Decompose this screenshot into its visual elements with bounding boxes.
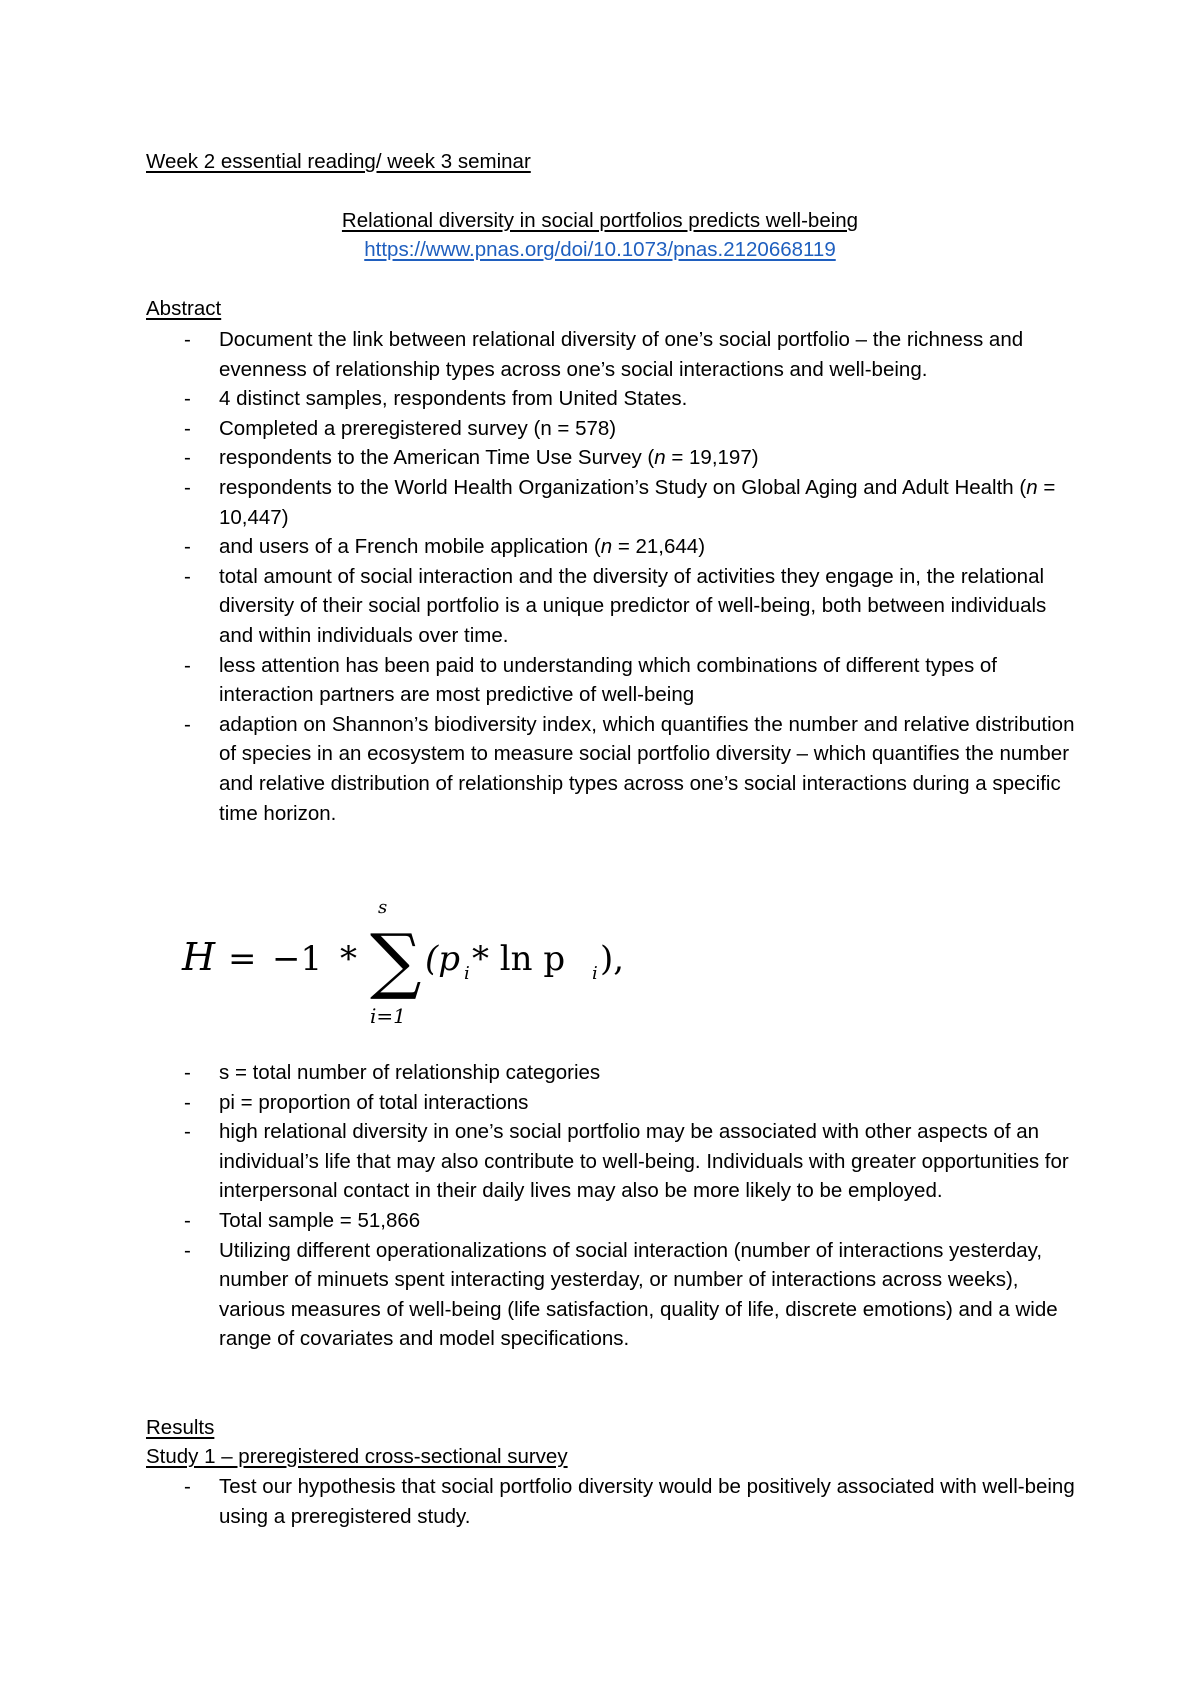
definitions-bullet-list: [146, 1058, 1086, 1354]
sigma-symbol: ∑: [370, 918, 422, 1002]
sum-upper-limit: s: [378, 897, 388, 918]
list-item: - Total sample = 51,866: [184, 1208, 421, 1232]
formula-graphic: [180, 895, 640, 1045]
list-item: - respondents to the American Time Use Survey (n = 19,197): [184, 446, 759, 470]
formula-lhs: H: [182, 935, 216, 979]
abstract-bullet-list: [146, 325, 1086, 828]
formula-subscript-1: i: [464, 963, 470, 984]
formula-negative-one: −1: [272, 939, 323, 979]
list-item: - pi = proportion of total interactions: [184, 1090, 529, 1114]
week-label: Week 2 essential reading/ week 3 seminar: [146, 150, 531, 173]
list-item: - and users of a French mobile application (n = 21,644): [184, 535, 706, 559]
list-item: - adaption on Shannon’s biodiversity index, which quantifies the number and relative distribution of species in an ecosystem to measure social portfolio diversity – which quantifies the number and relative distribution of relationship types across one’s social interactions during a specific time horizon.: [184, 712, 1075, 825]
shannon-index-formula: [180, 895, 640, 1045]
list-item: - Utilizing different operationalizations of social interaction (number of interactions yesterday, number of minuets spent interacting yesterday, or number of interactions across weeks), various measures of well-being (life satisfaction, quality of life, discrete emotions) and a wide range of covariates and model specifications.: [184, 1238, 1058, 1351]
study1-heading: Study 1 – preregistered cross-sectional survey: [146, 1445, 568, 1468]
list-item: - high relational diversity in one’s social portfolio may be associated with other aspects of an individual’s life that may also contribute to well-being. Individuals with greater opportunities for interpersonal contact in their daily lives may also be more likely to be employed.: [184, 1120, 1069, 1203]
formula-term-open: (p: [425, 939, 461, 979]
results-heading: Results: [146, 1416, 215, 1439]
formula-equals: =: [228, 939, 257, 979]
abstract-heading: Abstract: [146, 297, 222, 320]
list-item: - Document the link between relational diversity of one’s social portfolio – the richness and evenness of relationship types across one’s social interactions and well-being.: [184, 328, 1024, 381]
formula-term-mid: * ln p: [472, 939, 566, 979]
results-bullet-list: [146, 1472, 1086, 1531]
list-item: - respondents to the World Health Organization’s Study on Global Aging and Adult Health (n = 10,447): [184, 475, 1056, 529]
formula-subscript-2: i: [592, 963, 598, 984]
document-title: Relational diversity in social portfolios predicts well-being: [341, 209, 859, 232]
list-item: - less attention has been paid to understanding which combinations of different types of interaction partners are most predictive of well-being: [184, 653, 997, 707]
list-item: - s = total number of relationship categories: [184, 1061, 601, 1084]
formula-multiply: *: [340, 939, 357, 979]
list-item: - Completed a preregistered survey (n = 578): [184, 416, 617, 440]
doi-link[interactable]: https://www.pnas.org/doi/10.1073/pnas.2120668119: [364, 238, 836, 261]
doi-link-row: [0, 235, 1200, 264]
list-item: - total amount of social interaction and the diversity of activities they engage in, the relational diversity of their social portfolio is a unique predictor of well-being, both between individuals and within individuals over time.: [184, 564, 1047, 647]
list-item: - Test our hypothesis that social portfolio diversity would be positively associated with well-being using a preregistered study.: [184, 1475, 1075, 1528]
sum-lower-limit: i=1: [370, 1004, 406, 1028]
list-item: - 4 distinct samples, respondents from United States.: [184, 387, 688, 411]
formula-term-close: ),: [600, 939, 625, 979]
